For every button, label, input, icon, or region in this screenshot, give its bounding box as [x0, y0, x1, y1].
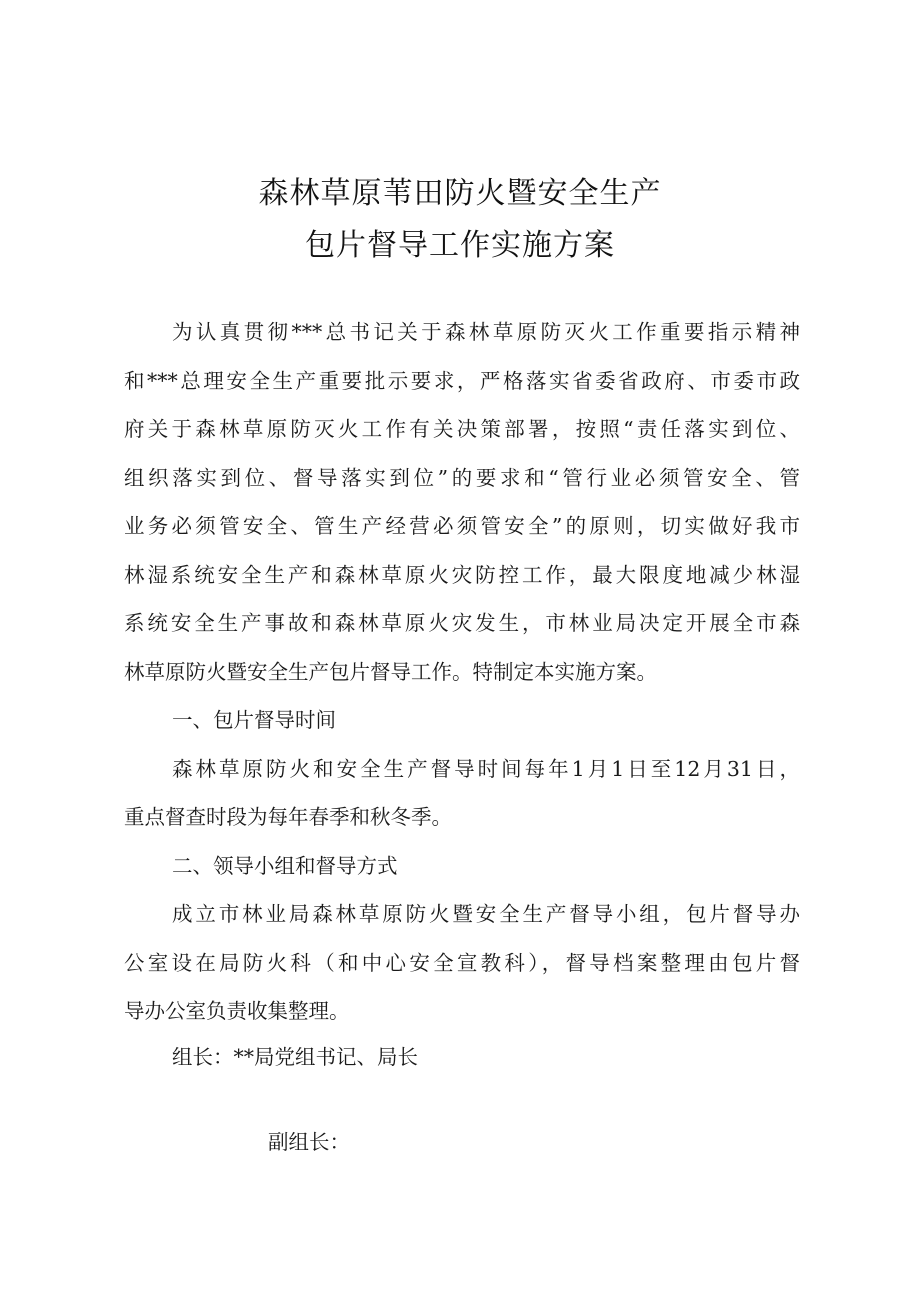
- deputy-leader-line: 副组长：: [268, 1130, 350, 1154]
- group-leader-line: 组长：**局党组书记、局长: [172, 1045, 418, 1069]
- section-2-heading: 二、领导小组和督导方式: [172, 853, 398, 878]
- document-title-line-2: 包片督导工作实施方案: [305, 228, 615, 263]
- document-body: [124, 308, 800, 1036]
- intro-paragraph-line: 为认真贯彻***总书记关于森林草原防灭火工作重要指示精神: [172, 320, 800, 344]
- intro-paragraph-line: 林湿系统安全生产和森林草原火灾防控工作，最大限度地减少林湿: [124, 562, 800, 587]
- intro-paragraph-line: 业务必须管安全、管生产经营必须管安全”的原则，切实做好我市: [124, 514, 800, 538]
- document-title-line-1: 森林草原苇田防火暨安全生产: [258, 176, 662, 211]
- section-1-heading: 一、包片督导时间: [172, 708, 336, 732]
- intro-paragraph-line: 府关于森林草原防灭火工作有关决策部署，按照“责任落实到位、: [124, 417, 800, 441]
- intro-paragraph-line: 和***总理安全生产重要批示要求，严格落实省委省政府、市委市政: [124, 368, 800, 393]
- intro-paragraph-line: 组织落实到位、督导落实到位”的要求和“管行业必须管安全、管: [124, 465, 800, 490]
- section-1-paragraph-line: 森林草原防火和安全生产督导时间每年1月1日至12月31日，: [172, 756, 800, 781]
- section-2-paragraph-line: 成立市林业局森林草原防火暨安全生产督导小组，包片督导办: [172, 902, 800, 926]
- intro-paragraph-line: 林草原防火暨安全生产包片督导工作。特制定本实施方案。: [124, 659, 657, 684]
- intro-paragraph-line: 系统安全生产事故和森林草原火灾发生，市林业局决定开展全市森: [124, 611, 800, 635]
- section-2-paragraph-line: 公室设在局防火科（和中心安全宣教科），督导档案整理由包片督: [124, 950, 800, 975]
- section-1-paragraph-line: 重点督查时段为每年春季和秋冬季。: [124, 805, 452, 829]
- section-2-paragraph-line: 导办公室负责收集整理。: [124, 999, 350, 1023]
